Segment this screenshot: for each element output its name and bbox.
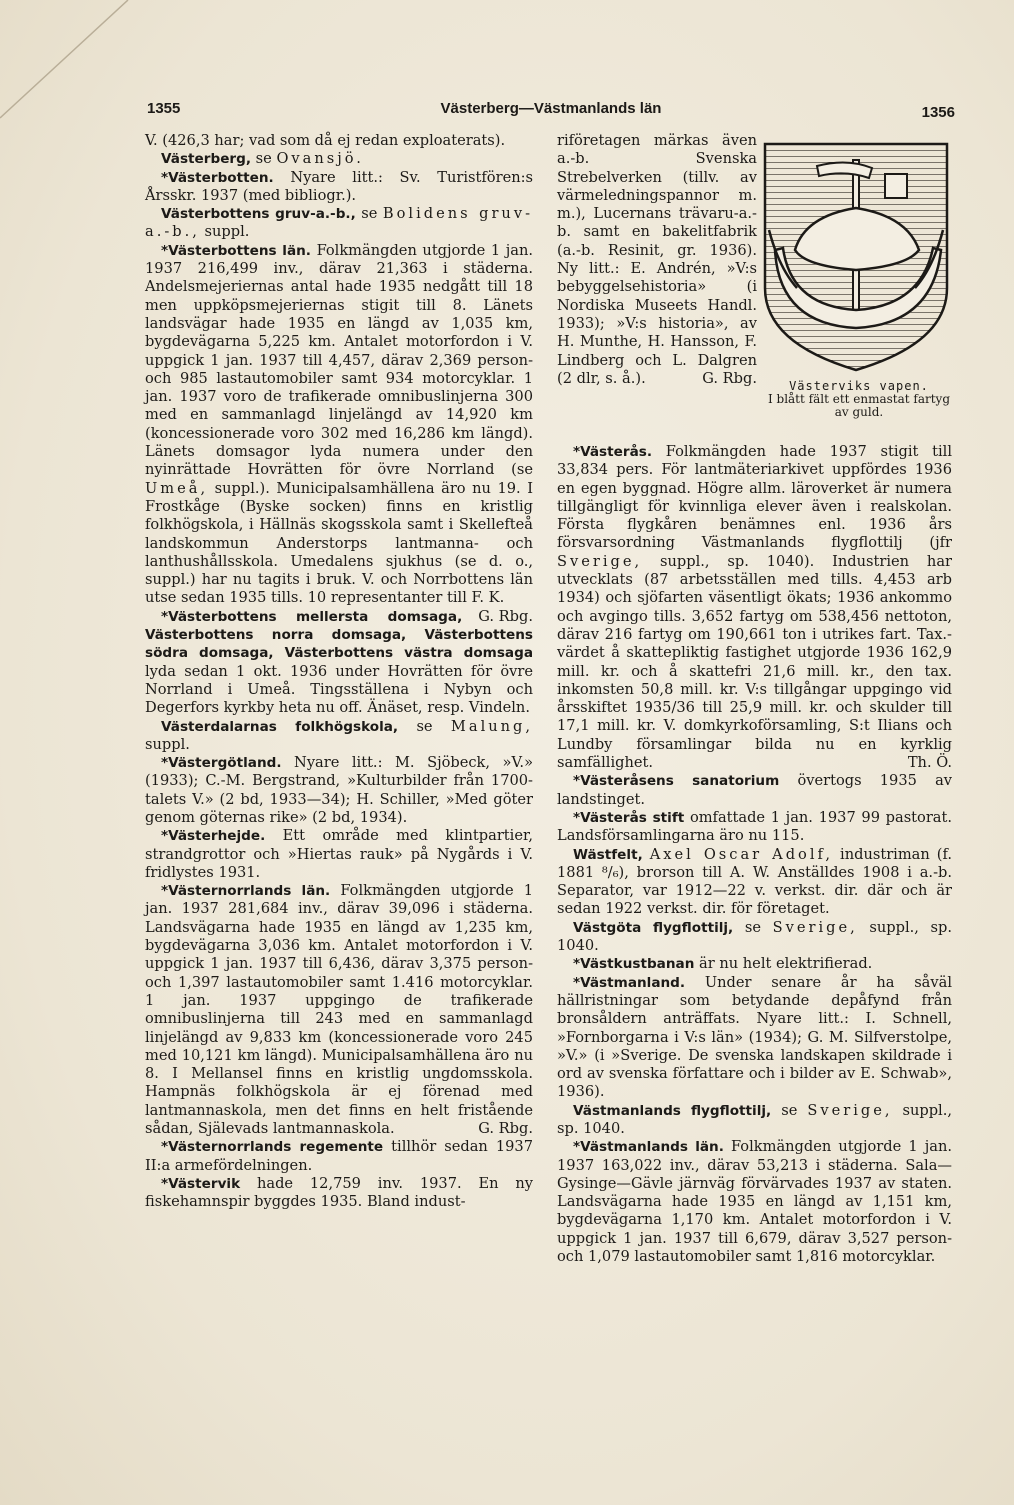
entry-vasterbotten: *Västerbotten. Nyare litt.: Sv. Turistfören:s Årsskr. 1937 (med bibliogr.). — [145, 168, 534, 204]
entry-vastergotland: *Västergötland. Nyare litt.: M. Sjöbeck, »V.» (1933); C.-M. Bergstrand, »Kulturbilder från 1700-talets V.» (2 bd, 1933—34); H. Schiller, »Med göter genom göternas rike» (2 bd, 1934). — [145, 754, 533, 826]
entry-vasterhejde: *Västerhejde. Ett område med klintpartier, strandgrottor och »Hiertas rauk» på Nygårds i V. fridlystes 1931. — [145, 827, 533, 881]
page-header — [147, 100, 955, 124]
entry-vastervik: *Västervik hade 12,759 inv. 1937. En ny fiskehamnspir byggdes 1935. Bland indust- — [145, 1174, 534, 1211]
signature: G. Rbg. — [478, 1120, 533, 1138]
right-column-top — [557, 132, 757, 388]
coat-of-arms-caption — [760, 380, 958, 419]
entry-vastmanland: *Västmanland. Under senare år ha såväl hällristningar som betydande depåfynd från bronsåldern anträffats. Nyare litt.: I. Schnell, »Fornborgarna i V:s län» (1934); G. M. Silfverstolpe, »V.» (i »Sverige. De svenska landskapen skildrade i ord av svenska författare och i bilder av E. Schwab», 1936). — [557, 973, 952, 1101]
signature: G. Rbg. — [702, 369, 757, 387]
entry-continuation: V. (426,3 har; vad som då ej redan exploaterats). — [145, 132, 506, 149]
entry-vastervik-continued: riföretagen märkas även a.-b. Svenska Strebelverken (tillv. av värmeledningspannor m. m.), Lucernans trävaru-a.-b. samt en bakelitfabrik (a.-b. Resinit, gr. 1936). Ny litt.: E. Andrén, »V:s bebyggelsehistoria» (i Nordiska Museets Handl. 1933); »V:s historia», av H. Munthe, H. Hansson, F. Lindberg och L. Dalgren (2 dlr, s. å.). — [557, 132, 757, 387]
page-number-right: 1356 — [921, 104, 955, 121]
entry-vasterbottens-domsagor: *Västerbottens mellersta domsaga, Västerbottens norra domsaga, Västerbottens södra domsaga, Västerbottens västra domsaga lyda sedan 1 okt. 1936 under Hovrätten för övre Norrland i Umeå. Tingsställena i Nybyn och Degerfors kyrkby heta nu off. Änäset, resp. Vindeln. — [145, 608, 533, 717]
caption-description: I blått fält ett enmastat fartyg av guld. — [767, 392, 951, 419]
page-fold-mark — [0, 0, 160, 120]
entry-vasteras-stift: *Västerås stift omfattade 1 jan. 1937 99 pastorat. Landsförsamlingarna äro nu 115. — [557, 808, 953, 845]
page-number-left: 1355 — [147, 100, 181, 117]
entry-vasterbottens-gruv: Västerbottens gruv-a.-b., se Bolidens gruv-a.-b., suppl. — [145, 205, 534, 241]
signature: Th. Ö. — [907, 754, 952, 772]
entry-vasterdalarnas-folkhogskola: Västerdalarnas folkhögskola, se Malung, suppl. — [145, 717, 534, 753]
caption-title: Västerviks vapen. — [789, 379, 929, 393]
entry-vastgota-flygflottilj: Västgöta flygflottilj, se Sverige, suppl., sp. 1040. — [557, 918, 952, 955]
entry-vasterasens-sanatorium: *Västeråsens sanatorium övertogs 1935 av landstinget. — [557, 772, 953, 808]
entry-vasternorrlands-lan: *Västernorrlands län. Folkmängden utgjorde 1 jan. 1937 281,684 inv., därav 39,096 i städerna. Landsvägarna hade 1935 en längd av 1,235 km, bygdevägarna 3,036 km. Antalet motorfordon i V. uppgick 1 jan. 1937 till 6,436, därav 3,375 person- och 1,397 lastautomobiler samt 1.416 motorcyklar. 1 jan. 1937 uppgingo de trafikerade omnibuslinjerna till 243 med en sammanlagd linjelängd av 9,833 km (koncessionerade voro 245 med 10,121 km längd). Municipalsamhällena äro nu 8. I Mellansel finns en kristlig ungdomsskola. Hampnäs folkhögskola är ej förenad med lantmannaskola, men det finns en helt fristående sådan, Själevads lantmannaskola. G. Rbg. — [145, 882, 534, 1138]
running-title: Västerberg—Västmanlands län — [440, 100, 662, 117]
right-column — [557, 443, 952, 1266]
entry-vastmanlands-flygflottilj: Västmanlands flygflottilj, se Sverige, suppl., sp. 1040. — [557, 1101, 953, 1137]
entry-vastmanlands-lan: *Västmanlands län. Folkmängden utgjorde 1 jan. 1937 163,022 inv., därav 53,213 i städerna. Sala—Gysinge—Gävle järnväg förvärvades 1937 av staten. Landsvägarna hade 1935 en längd av 1,151 km, bygdevägarna 1,170 km. Antalet motorfordon i V. uppgick 1 jan. 1937 till 6,679, därav 3,527 person- och 1,079 lastautomobiler samt 1,816 motorcyklar. — [557, 1138, 952, 1266]
left-column — [145, 132, 533, 1212]
entry-vasterberg: Västerberg, se Ovansjö. — [161, 150, 364, 168]
vastervik-coat-of-arms-image — [757, 138, 955, 376]
entry-vasteras: *Västerås. Folkmängden hade 1937 stigit till 33,834 pers. För lantmäteriarkivet uppfördes 1936 en egen byggnad. Högre allm. läroverket är numera tillgängligt för kvinnliga elever även i realskolan. Första flygkåren benämnes enl. 1936 års försvarsordning Västmanlands flygflottilj (jfr Sverige, suppl., sp. 1040). Industrien har utvecklats (87 arbetsställen med tills. 4,453 arb 1934) och sjöfarten väsentligt ökats; 1936 ankommo och avgingo tills. 3,652 fartyg om 538,456 nettoton, därav 216 fartyg om 190,661 ton i utrikes fart. Tax.-värdet å skattepliktig fastighet utgjorde 1936 162,9 mill. kr. och å skattefri 21,6 mill. kr., den tax. inkomsten 50,8 mill. kr. V:s tillgångar uppgingo vid årsskiftet 1935/36 till 25,9 mill. kr. och skulder till 17,1 mill. kr. V. domkyrkoförsamling, S:t Ilians och Lundby församlingar bilda nu en kyrklig samfällighet. Th. Ö. — [557, 443, 953, 772]
entry-vasternorrlands-regemente: *Västernorrlands regemente tillhör sedan 1937 II:a armefördelningen. — [145, 1138, 533, 1174]
entry-vastkustbanan: *Västkustbanan är nu helt elektrifierad. — [573, 955, 873, 973]
signature: G. Rbg. — [478, 607, 533, 625]
entry-vasterbottens-lan: *Västerbottens län. Folkmängden utgjorde 1 jan. 1937 216,499 inv., därav 21,363 i städerna. Andelsmejeriernas antal hade 1935 nedgått till 18 men uppköpsmejeriernas stigit till 8. Länets landsvägar hade 1935 en längd av 1,035 km, bygdevägarna 5,225 km. Antalet motorfordon i V. uppgick 1 jan. 1937 till 4,457, därav 2,369 person- och 985 lastautomobiler samt 934 motorcyklar. 1 jan. 1937 voro de trafikerade omnibuslinjerna 300 med en sammanlagd linjelängd av 14,920 km (koncessionerade voro 302 med 16,286 km längd). Länets domsagor lyda numera under den nyinrättade Hovrätten för övre Norrland (se Umeå, suppl.). Municipalsamhällena äro nu 19. I Frostkåge (Byske socken) finns en kristlig folkhögskola, i Hällnäs skogsskola samt i Skellefteå landskommun Anderstorps lantmanna- och lanthushållsskola. Umedalens sjukhus (se d. o., suppl.) har nu tagits i bruk. V. och Norrbottens län utse sedan 1935 tills. 10 representanter till F. K. G. Rbg. — [145, 241, 533, 625]
entry-wastfelt: Wästfelt, Axel Oscar Adolf, industriman (f. 1881 ⁸/₆), brorson till A. W. Anställdes 1908 i a.-b. Separator, var 1912—22 v. verkst. dir. där och är sedan 1922 verkst. dir. för företaget. — [557, 845, 952, 918]
